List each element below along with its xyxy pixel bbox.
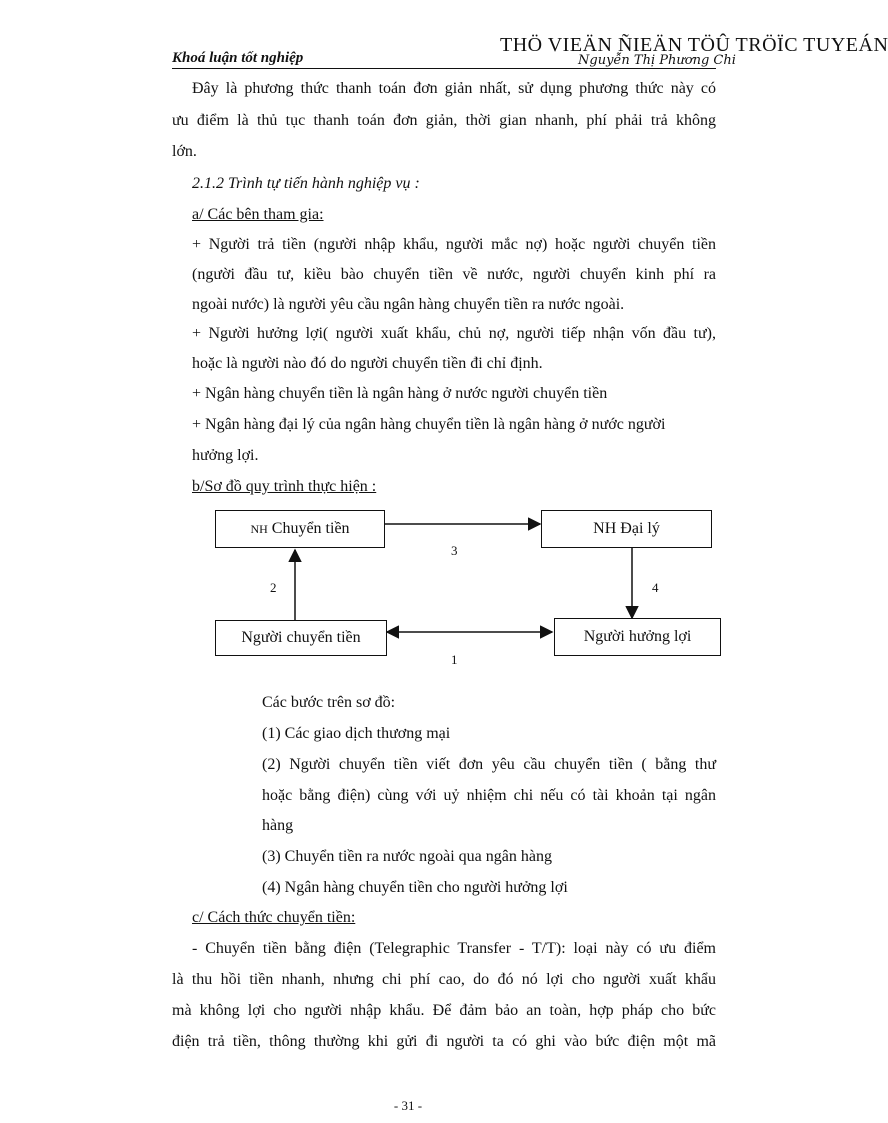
step-3: (3) Chuyển tiền ra nước ngoài qua ngân hàng [262,848,552,865]
arrow-label-2: 2 [270,580,277,595]
paragraph-line: - Chuyển tiền bằng điện (Telegraphic Transfer - T/T): loại này có ưu điểm [192,940,716,957]
remitter-box [215,620,387,656]
agent-bank-label: NH Đại lý [593,520,660,537]
remitting-bank-prefix: NH [250,521,268,536]
subsection-c-title: c/ Cách thức chuyển tiền: [192,909,356,926]
header-author: Nguyễn Thị Phương Chi [578,53,736,68]
paragraph-line: + Người hưởng lợi( người xuất khẩu, chủ nợ, người tiếp nhận vốn đầu tư), [192,325,716,342]
arrow-label-1: 1 [451,652,458,667]
steps-title: Các bước trên sơ đồ: [262,694,396,711]
paragraph-line: hưởng lợi. [192,447,259,464]
subsection-b-title: b/Sơ đồ quy trình thực hiện : [192,478,377,495]
paragraph-line: điện trả tiền, thông thường khi gửi đi người ta có ghi vào bức điện một mã [172,1033,716,1050]
beneficiary-label: Người hưởng lợi [583,628,692,645]
step-2-cont: hoặc bằng điện) cùng với uỷ nhiệm chi nếu có tài khoản tại ngân [262,787,716,804]
agent-bank-box [541,510,712,548]
step-2-cont: hàng [262,817,294,834]
remitter-label: Người chuyển tiền [241,629,361,646]
arrow-label-4: 4 [652,580,659,595]
paragraph-line: + Ngân hàng đại lý của ngân hàng chuyển tiền là ngân hàng ở nước người [192,416,666,433]
section-title: 2.1.2 Trình tự tiến hành nghiệp vụ : [192,175,420,192]
paragraph-line: ưu điểm là thủ tục thanh toán đơn giản, thời gian nhanh, phí phải trả không [172,112,716,129]
paragraph-line: lớn. [172,143,197,160]
watermark-text: THÖ VIEÄN ÑIEÄN TÖÛ TRÖÏC TUYEÁN [500,34,888,56]
step-2: (2) Người chuyển tiền viết đơn yêu cầu chuyển tiền ( bằng thư [262,756,716,773]
paragraph-line: + Ngân hàng chuyển tiền là ngân hàng ở nước người chuyển tiền [192,385,608,402]
step-4: (4) Ngân hàng chuyển tiền cho người hưởng lợi [262,879,568,896]
paragraph-line: + Người trả tiền (người nhập khẩu, người mắc nợ) hoặc người chuyển tiền [192,236,716,253]
header-thesis-title: Khoá luận tốt nghiệp [172,50,304,66]
paragraph-line: (người đầu tư, kiều bào chuyển tiền về nước, người chuyển kinh phí ra [192,266,716,283]
paragraph-line: ngoài nước) là người yêu cầu ngân hàng chuyển tiền ra nước ngoài. [192,296,625,313]
arrow-label-3: 3 [451,543,458,558]
remitting-bank-box [215,510,385,548]
page-number: - 31 - [393,1098,423,1113]
paragraph-line: Đây là phương thức thanh toán đơn giản nhất, sử dụng phương thức này có [192,80,716,97]
paragraph-line: hoặc là người nào đó do người chuyển tiền đi chỉ định. [192,355,543,372]
beneficiary-box [554,618,721,656]
paragraph-line: là thu hồi tiền nhanh, nhưng chi phí cao, do đó nó lợi cho người xuất khẩu [172,971,716,988]
subsection-a-title: a/ Các bên tham gia: [192,206,324,223]
step-1: (1) Các giao dịch thương mại [262,725,451,742]
remitting-bank-label: Chuyển tiền [271,520,350,537]
paragraph-line: mà không lợi cho người nhập khẩu. Để đảm bảo an toàn, hợp pháp cho bức [172,1002,716,1019]
